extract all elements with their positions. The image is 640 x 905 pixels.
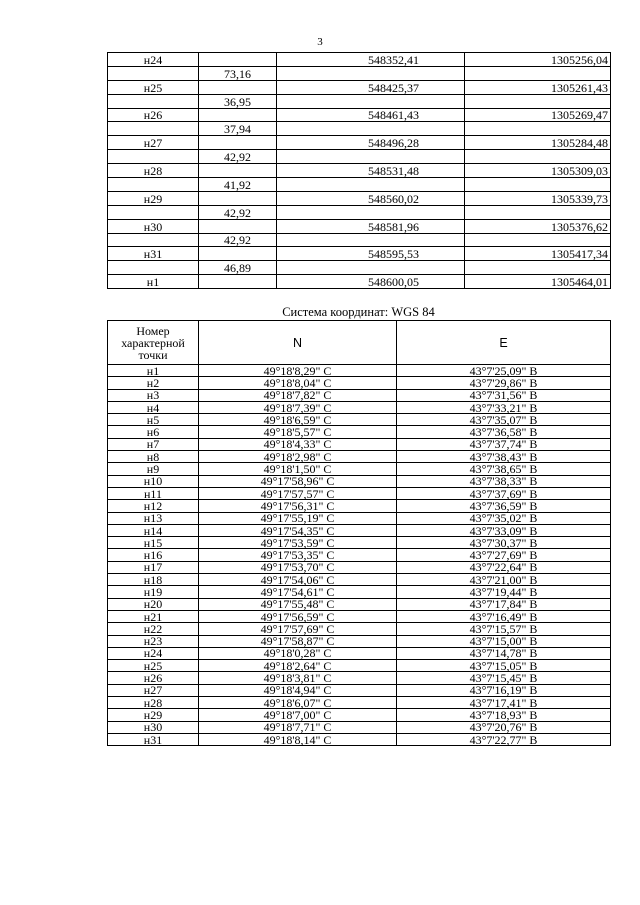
table-row	[108, 721, 611, 733]
longitude-cell: 43°7'15,45" В	[397, 672, 611, 684]
point-number-cell: н4	[108, 401, 199, 413]
table-row	[108, 451, 611, 463]
point-number-cell: н26	[108, 672, 199, 684]
distance-cell: 42,92	[199, 150, 277, 164]
latitude-cell: 49°18'7,39" С	[199, 401, 397, 413]
longitude-cell: 43°7'31,56" В	[397, 389, 611, 401]
table-row	[108, 561, 611, 573]
distance-cell: 73,16	[199, 66, 277, 80]
empty-cell	[108, 261, 199, 275]
latitude-cell: 49°18'6,59" С	[199, 414, 397, 426]
table-row	[108, 164, 611, 178]
empty-cell	[108, 66, 199, 80]
x-coordinate-cell: 548560,02	[277, 191, 465, 205]
latitude-cell: 49°18'2,98" С	[199, 451, 397, 463]
empty-cell	[465, 233, 611, 247]
table-row	[108, 549, 611, 561]
table-row	[108, 660, 611, 672]
longitude-cell: 43°7'14,78" В	[397, 647, 611, 659]
latitude-cell: 49°17'56,31" С	[199, 500, 397, 512]
latitude-cell: 49°17'53,70" С	[199, 561, 397, 573]
y-coordinate-cell: 1305269,47	[465, 108, 611, 122]
distance-row	[108, 94, 611, 108]
distance-row	[108, 150, 611, 164]
point-number-cell: н28	[108, 697, 199, 709]
longitude-cell: 43°7'15,57" В	[397, 623, 611, 635]
latitude-cell: 49°17'53,35" С	[199, 549, 397, 561]
point-number-cell: н16	[108, 549, 199, 561]
point-number-cell: н25	[108, 660, 199, 672]
latitude-cell: 49°18'2,64" С	[199, 660, 397, 672]
table-row	[108, 672, 611, 684]
point-number-cell: н2	[108, 377, 199, 389]
longitude-cell: 43°7'16,49" В	[397, 610, 611, 622]
point-number-cell: н5	[108, 414, 199, 426]
empty-cell	[199, 247, 277, 261]
table-row	[108, 414, 611, 426]
table-row	[108, 610, 611, 622]
longitude-cell: 43°7'20,76" В	[397, 721, 611, 733]
distance-cell: 41,92	[199, 178, 277, 192]
longitude-cell: 43°7'17,41" В	[397, 697, 611, 709]
table-row	[108, 463, 611, 475]
empty-cell	[465, 178, 611, 192]
table-row	[108, 108, 611, 122]
point-number-cell: н29	[108, 191, 199, 205]
longitude-cell: 43°7'17,84" В	[397, 598, 611, 610]
table-row	[108, 191, 611, 205]
empty-cell	[277, 178, 465, 192]
latitude-cell: 49°18'5,57" С	[199, 426, 397, 438]
point-number-cell: н11	[108, 487, 199, 499]
distance-row	[108, 205, 611, 219]
table-row	[108, 598, 611, 610]
empty-cell	[277, 94, 465, 108]
table-row	[108, 136, 611, 150]
empty-cell	[108, 178, 199, 192]
longitude-cell: 43°7'37,69" В	[397, 487, 611, 499]
empty-cell	[277, 66, 465, 80]
empty-cell	[277, 205, 465, 219]
latitude-cell: 49°17'54,06" С	[199, 574, 397, 586]
longitude-cell: 43°7'29,86" В	[397, 377, 611, 389]
page-number: 3	[317, 36, 323, 48]
table-row	[108, 500, 611, 512]
longitude-cell: 43°7'38,65" В	[397, 463, 611, 475]
y-coordinate-cell: 1305464,01	[465, 275, 611, 289]
table-row	[108, 80, 611, 94]
point-number-cell: н8	[108, 451, 199, 463]
point-number-cell: н15	[108, 537, 199, 549]
longitude-cell: 43°7'16,19" В	[397, 684, 611, 696]
longitude-cell: 43°7'22,64" В	[397, 561, 611, 573]
latitude-cell: 49°18'7,82" С	[199, 389, 397, 401]
point-number-cell: н12	[108, 500, 199, 512]
table-row	[108, 487, 611, 499]
latitude-cell: 49°17'58,96" С	[199, 475, 397, 487]
empty-cell	[465, 66, 611, 80]
boundary-coordinates-table	[107, 52, 611, 289]
header-point-number: Номер характерной точки	[108, 321, 199, 365]
longitude-cell: 43°7'19,44" В	[397, 586, 611, 598]
longitude-cell: 43°7'27,69" В	[397, 549, 611, 561]
table-row	[108, 524, 611, 536]
table-row	[108, 53, 611, 67]
header-n: N	[199, 321, 397, 365]
table-row	[108, 697, 611, 709]
point-number-cell: н1	[108, 365, 199, 377]
distance-row	[108, 261, 611, 275]
point-number-cell: н30	[108, 219, 199, 233]
empty-cell	[199, 136, 277, 150]
latitude-cell: 49°17'56,59" С	[199, 610, 397, 622]
point-number-cell: н18	[108, 574, 199, 586]
point-number-cell: н13	[108, 512, 199, 524]
table-row	[108, 389, 611, 401]
point-number-cell: н6	[108, 426, 199, 438]
table-row	[108, 438, 611, 450]
longitude-cell: 43°7'15,00" В	[397, 635, 611, 647]
point-number-cell: н17	[108, 561, 199, 573]
longitude-cell: 43°7'15,05" В	[397, 660, 611, 672]
table-row	[108, 219, 611, 233]
empty-cell	[199, 219, 277, 233]
point-number-cell: н19	[108, 586, 199, 598]
point-number-cell: н20	[108, 598, 199, 610]
point-number-cell: н24	[108, 53, 199, 67]
table-row	[108, 647, 611, 659]
table-row	[108, 275, 611, 289]
empty-cell	[465, 205, 611, 219]
point-number-cell: н31	[108, 247, 199, 261]
longitude-cell: 43°7'36,58" В	[397, 426, 611, 438]
x-coordinate-cell: 548496,28	[277, 136, 465, 150]
empty-cell	[108, 233, 199, 247]
table-row	[108, 512, 611, 524]
x-coordinate-cell: 548581,96	[277, 219, 465, 233]
table-row	[108, 426, 611, 438]
point-number-cell: н7	[108, 438, 199, 450]
empty-cell	[199, 191, 277, 205]
latitude-cell: 49°17'57,57" С	[199, 487, 397, 499]
table-row	[108, 709, 611, 721]
empty-cell	[465, 261, 611, 275]
point-number-cell: н24	[108, 647, 199, 659]
latitude-cell: 49°17'54,35" С	[199, 524, 397, 536]
table-row	[108, 475, 611, 487]
longitude-cell: 43°7'30,37" В	[397, 537, 611, 549]
longitude-cell: 43°7'33,09" В	[397, 524, 611, 536]
longitude-cell: 43°7'22,77" В	[397, 733, 611, 745]
latitude-cell: 49°17'53,59" С	[199, 537, 397, 549]
empty-cell	[199, 275, 277, 289]
latitude-cell: 49°17'57,69" С	[199, 623, 397, 635]
empty-cell	[465, 94, 611, 108]
distance-cell: 42,92	[199, 205, 277, 219]
empty-cell	[108, 205, 199, 219]
table-row	[108, 623, 611, 635]
latitude-cell: 49°18'3,81" С	[199, 672, 397, 684]
point-number-cell: н29	[108, 709, 199, 721]
table-row	[108, 377, 611, 389]
empty-cell	[277, 261, 465, 275]
y-coordinate-cell: 1305309,03	[465, 164, 611, 178]
latitude-cell: 49°17'55,19" С	[199, 512, 397, 524]
x-coordinate-cell: 548425,37	[277, 80, 465, 94]
header-e: E	[397, 321, 611, 365]
distance-cell: 36,95	[199, 94, 277, 108]
point-number-cell: н30	[108, 721, 199, 733]
longitude-cell: 43°7'33,21" В	[397, 401, 611, 413]
empty-cell	[199, 164, 277, 178]
point-number-cell: н25	[108, 80, 199, 94]
distance-cell: 37,94	[199, 122, 277, 136]
table-row	[108, 401, 611, 413]
point-number-cell: н10	[108, 475, 199, 487]
empty-cell	[465, 122, 611, 136]
empty-cell	[199, 108, 277, 122]
y-coordinate-cell: 1305339,73	[465, 191, 611, 205]
longitude-cell: 43°7'25,09" В	[397, 365, 611, 377]
point-number-cell: н22	[108, 623, 199, 635]
distance-row	[108, 66, 611, 80]
empty-cell	[465, 150, 611, 164]
point-number-cell: н26	[108, 108, 199, 122]
y-coordinate-cell: 1305261,43	[465, 80, 611, 94]
y-coordinate-cell: 1305284,48	[465, 136, 611, 150]
y-coordinate-cell: 1305417,34	[465, 247, 611, 261]
empty-cell	[108, 94, 199, 108]
distance-row	[108, 122, 611, 136]
longitude-cell: 43°7'38,33" В	[397, 475, 611, 487]
distance-row	[108, 178, 611, 192]
x-coordinate-cell: 548352,41	[277, 53, 465, 67]
empty-cell	[277, 122, 465, 136]
point-number-cell: н3	[108, 389, 199, 401]
y-coordinate-cell: 1305256,04	[465, 53, 611, 67]
longitude-cell: 43°7'36,59" В	[397, 500, 611, 512]
distance-cell: 42,92	[199, 233, 277, 247]
table-header-row	[108, 321, 611, 365]
latitude-cell: 49°18'8,29" С	[199, 365, 397, 377]
latitude-cell: 49°17'54,61" С	[199, 586, 397, 598]
point-number-cell: н9	[108, 463, 199, 475]
table-row	[108, 733, 611, 745]
point-number-cell: н21	[108, 610, 199, 622]
latitude-cell: 49°18'4,94" С	[199, 684, 397, 696]
distance-cell: 46,89	[199, 261, 277, 275]
latitude-cell: 49°18'6,07" С	[199, 697, 397, 709]
point-number-cell: н23	[108, 635, 199, 647]
longitude-cell: 43°7'35,02" В	[397, 512, 611, 524]
wgs84-coordinates-table	[107, 320, 611, 746]
latitude-cell: 49°18'4,33" С	[199, 438, 397, 450]
table-row	[108, 365, 611, 377]
table-row	[108, 537, 611, 549]
x-coordinate-cell: 548531,48	[277, 164, 465, 178]
y-coordinate-cell: 1305376,62	[465, 219, 611, 233]
point-number-cell: н14	[108, 524, 199, 536]
latitude-cell: 49°18'1,50" С	[199, 463, 397, 475]
empty-cell	[277, 150, 465, 164]
latitude-cell: 49°18'8,04" С	[199, 377, 397, 389]
latitude-cell: 49°17'55,48" С	[199, 598, 397, 610]
table-row	[108, 247, 611, 261]
latitude-cell: 49°18'0,28" С	[199, 647, 397, 659]
latitude-cell: 49°18'8,14" С	[199, 733, 397, 745]
x-coordinate-cell: 548461,43	[277, 108, 465, 122]
coordinate-system-caption: Система координат: WGS 84	[282, 305, 435, 319]
latitude-cell: 49°17'58,87" С	[199, 635, 397, 647]
longitude-cell: 43°7'35,07" В	[397, 414, 611, 426]
empty-cell	[199, 80, 277, 94]
table-row	[108, 586, 611, 598]
point-number-cell: н1	[108, 275, 199, 289]
x-coordinate-cell: 548595,53	[277, 247, 465, 261]
table-row	[108, 635, 611, 647]
latitude-cell: 49°18'7,00" С	[199, 709, 397, 721]
table-row	[108, 684, 611, 696]
empty-cell	[108, 122, 199, 136]
empty-cell	[199, 53, 277, 67]
table-row	[108, 574, 611, 586]
point-number-cell: н31	[108, 733, 199, 745]
latitude-cell: 49°18'7,71" С	[199, 721, 397, 733]
longitude-cell: 43°7'21,00" В	[397, 574, 611, 586]
point-number-cell: н27	[108, 684, 199, 696]
empty-cell	[277, 233, 465, 247]
longitude-cell: 43°7'18,93" В	[397, 709, 611, 721]
longitude-cell: 43°7'38,43" В	[397, 451, 611, 463]
longitude-cell: 43°7'37,74" В	[397, 438, 611, 450]
distance-row	[108, 233, 611, 247]
point-number-cell: н28	[108, 164, 199, 178]
point-number-cell: н27	[108, 136, 199, 150]
x-coordinate-cell: 548600,05	[277, 275, 465, 289]
empty-cell	[108, 150, 199, 164]
